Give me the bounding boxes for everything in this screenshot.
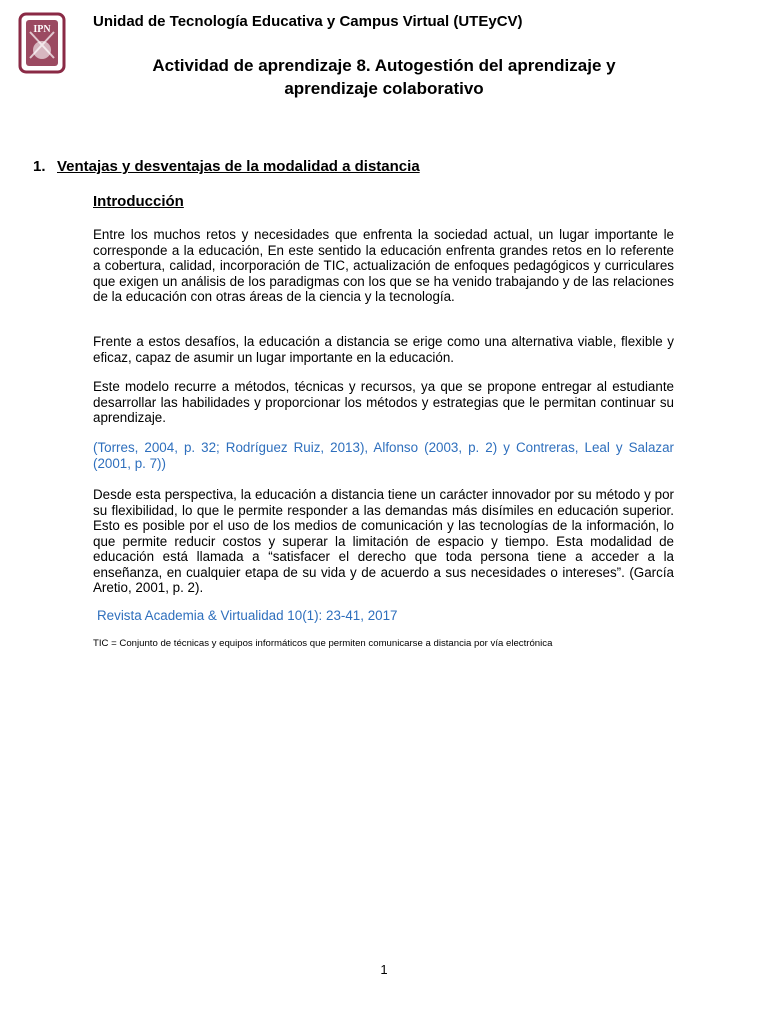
logo-text: IPN xyxy=(33,24,51,35)
ipn-logo xyxy=(16,10,68,76)
page-number: 1 xyxy=(380,962,388,977)
footnote: TIC = Conjunto de técnicas y equipos informáticos que permiten comunicarse a distancia por vía electrónica xyxy=(93,638,553,649)
citation-1: (Torres, 2004, p. 32; Rodríguez Ruiz, 2013), Alfonso (2003, p. 2) y Contreras, Leal y Salazar (2001, p. 7)) xyxy=(93,440,674,471)
paragraph-4: Desde esta perspectiva, la educación a distancia tiene un carácter innovador por su método y por su flexibilidad, lo que le permite responder a las demandas más disímiles en educación superior. Esto es posible por el uso de los medios de comunicación y las tecnologías de la información, lo que permite reducir costos y superar la limitación de espacio y tiempo. Esta modalidad de educación está llamada a “satisfacer el derecho que toda persona tiene a acceder a la enseñanza, en cualquier etapa de su vida y de acuerdo a sus necesidades o intereses”. (García Aretio, 2001, p. 2). xyxy=(93,487,674,595)
subheading-introduccion: Introducción xyxy=(93,193,184,210)
section-heading xyxy=(33,158,420,175)
institution-header: Unidad de Tecnología Educativa y Campus Virtual (UTEyCV) xyxy=(93,13,523,30)
paragraph-2: Frente a estos desafíos, la educación a distancia se erige como una alternativa viable, flexible y eficaz, capaz de asumir un lugar importante en la educación. xyxy=(93,334,674,365)
paragraph-3: Este modelo recurre a métodos, técnicas y recursos, ya que se propone entregar al estudiante desarrollar las habilidades y proporcionar los métodos y estrategias que le permitan continuar su aprendizaje. xyxy=(93,379,674,425)
section-number: 1. xyxy=(33,158,46,175)
paragraph-1: Entre los muchos retos y necesidades que enfrenta la sociedad actual, un lugar importante le corresponde a la educación, En este sentido la educación enfrenta grandes retos en lo referente a cobertura, calidad, incorporación de TIC, actualización de enfoques pedagógicos y curriculares que exigen un análisis de los paradigmas con los que se ha venido trabajando y de las relaciones de la educación con otras áreas de la ciencia y la tecnología. xyxy=(93,227,674,304)
section-title: Ventajas y desventajas de la modalidad a distancia xyxy=(57,158,420,175)
title-line-2: aprendizaje colaborativo xyxy=(284,79,484,98)
citation-2: Revista Academia & Virtualidad 10(1): 23-41, 2017 xyxy=(97,608,398,623)
page-title xyxy=(100,54,668,100)
title-line-1: Actividad de aprendizaje 8. Autogestión del aprendizaje y xyxy=(152,56,616,75)
